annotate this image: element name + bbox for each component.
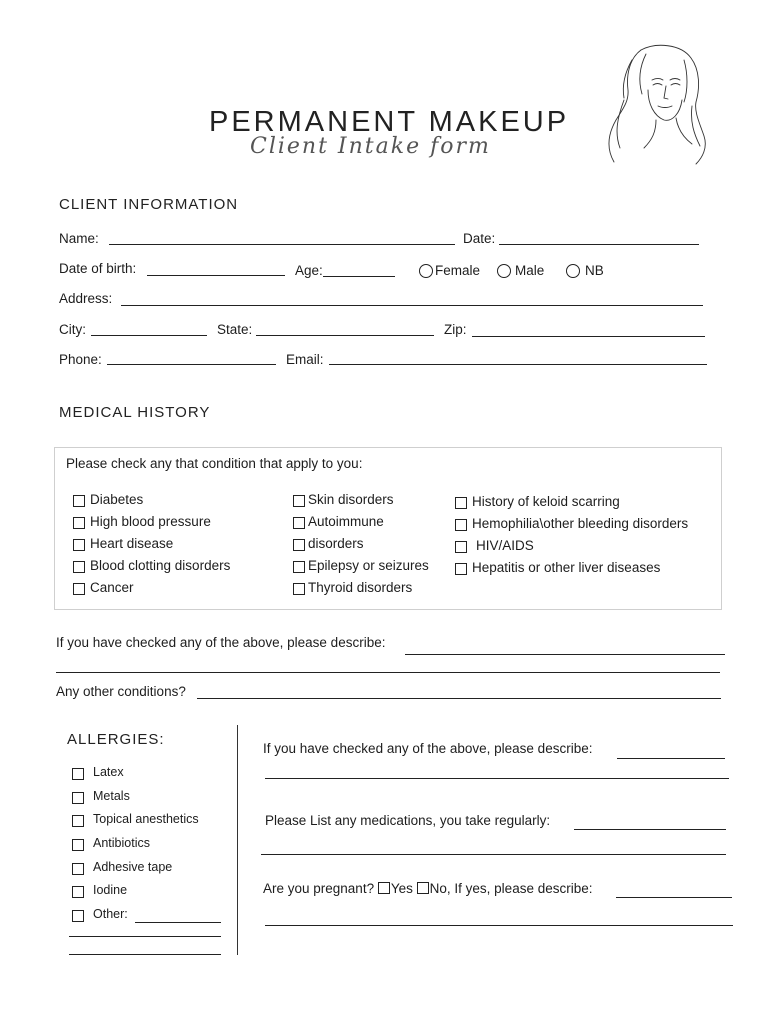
pregnant-yes-label: Yes xyxy=(390,881,413,896)
pregnant-no-label: No, If yes, please describe: xyxy=(429,881,593,896)
condition-label: Thyroid disorders xyxy=(308,580,413,595)
medications-field[interactable] xyxy=(574,829,726,830)
condition-label: disorders xyxy=(308,536,364,551)
condition-label: Hemophilia\other bleeding disorders xyxy=(472,516,689,531)
conditions-describe-field[interactable] xyxy=(405,654,725,655)
allergy-checkbox[interactable] xyxy=(72,792,84,804)
state-label: State: xyxy=(217,322,253,337)
medications-label: Please List any medications, you take regularly: xyxy=(265,813,551,828)
allergy-label: Iodine xyxy=(93,883,128,897)
condition-checkbox[interactable] xyxy=(73,517,85,529)
email-label: Email: xyxy=(286,352,324,367)
section-divider xyxy=(237,725,238,955)
condition-label: High blood pressure xyxy=(90,514,211,529)
city-label: City: xyxy=(59,322,86,337)
condition-label: Epilepsy or seizures xyxy=(308,558,429,573)
allergy-label: Metals xyxy=(93,789,130,803)
condition-checkbox[interactable] xyxy=(293,561,305,573)
allergy-label: Topical anesthetics xyxy=(93,812,199,826)
allergy-checkbox[interactable] xyxy=(72,863,84,875)
allergy-checkbox[interactable] xyxy=(72,839,84,851)
allergy-other-field-3[interactable] xyxy=(69,954,221,955)
gender-female-label: Female xyxy=(435,263,481,278)
name-field[interactable] xyxy=(109,244,455,245)
condition-label: History of keloid scarring xyxy=(472,494,620,509)
gender-male-label: Male xyxy=(515,263,545,278)
condition-checkbox[interactable] xyxy=(455,519,467,531)
phone-label: Phone: xyxy=(59,352,102,367)
condition-checkbox[interactable] xyxy=(293,583,305,595)
allergy-label: Adhesive tape xyxy=(93,860,173,874)
gender-female-radio[interactable] xyxy=(419,264,433,278)
city-field[interactable] xyxy=(91,335,207,336)
state-field[interactable] xyxy=(256,335,434,336)
page-subtitle: Client Intake form xyxy=(250,134,491,159)
allergy-other-field[interactable] xyxy=(135,922,221,923)
allergy-checkbox[interactable] xyxy=(72,768,84,780)
dob-field[interactable] xyxy=(147,275,285,276)
other-conditions-label: Any other conditions? xyxy=(56,684,186,699)
condition-checkbox[interactable] xyxy=(73,539,85,551)
condition-label: Blood clotting disorders xyxy=(90,558,231,573)
condition-checkbox[interactable] xyxy=(73,583,85,595)
date-label: Date: xyxy=(463,231,496,246)
allergy-label: Antibiotics xyxy=(93,836,150,850)
pregnancy-describe-field[interactable] xyxy=(616,897,732,898)
medications-field-2[interactable] xyxy=(261,854,726,855)
allergy-other-field-2[interactable] xyxy=(69,936,221,937)
condition-label: Skin disorders xyxy=(308,492,394,507)
condition-checkbox[interactable] xyxy=(293,517,305,529)
condition-label: HIV/AIDS xyxy=(476,538,534,553)
address-label: Address: xyxy=(59,291,113,306)
allergy-checkbox[interactable] xyxy=(72,910,84,922)
zip-label: Zip: xyxy=(444,322,467,337)
other-conditions-field[interactable] xyxy=(197,698,721,699)
pregnant-no-checkbox[interactable] xyxy=(417,882,429,894)
pregnancy-describe-field-2[interactable] xyxy=(265,925,733,926)
condition-checkbox[interactable] xyxy=(73,561,85,573)
page-title: PERMANENT MAKEUP xyxy=(209,106,570,138)
allergy-checkbox[interactable] xyxy=(72,886,84,898)
gender-male-radio[interactable] xyxy=(497,264,511,278)
allergy-checkbox[interactable] xyxy=(72,815,84,827)
condition-checkbox[interactable] xyxy=(73,495,85,507)
condition-label: Hepatitis or other liver diseases xyxy=(472,560,661,575)
conditions-describe-label: If you have checked any of the above, please describe: xyxy=(56,635,386,650)
age-label: Age: xyxy=(295,263,323,278)
condition-label: Heart disease xyxy=(90,536,174,551)
allergies-describe-field-2[interactable] xyxy=(265,778,729,779)
condition-label: Cancer xyxy=(90,580,134,595)
condition-checkbox[interactable] xyxy=(293,495,305,507)
phone-field[interactable] xyxy=(107,364,276,365)
allergies-describe-label: If you have checked any of the above, please describe: xyxy=(263,741,593,756)
client-info-heading: CLIENT INFORMATION xyxy=(59,196,239,213)
condition-label: Diabetes xyxy=(90,492,144,507)
address-field[interactable] xyxy=(121,305,703,306)
date-field[interactable] xyxy=(499,244,699,245)
email-field[interactable] xyxy=(329,364,707,365)
condition-checkbox[interactable] xyxy=(455,563,467,575)
allergies-heading: ALLERGIES: xyxy=(67,731,165,748)
name-label: Name: xyxy=(59,231,99,246)
condition-checkbox[interactable] xyxy=(455,541,467,553)
allergy-label: Other: xyxy=(93,907,128,921)
pregnancy-question-label: Are you pregnant? xyxy=(263,881,375,896)
zip-field[interactable] xyxy=(472,336,705,337)
gender-nb-radio[interactable] xyxy=(566,264,580,278)
conditions-describe-field-2[interactable] xyxy=(56,672,720,673)
medical-history-heading: MEDICAL HISTORY xyxy=(59,404,211,421)
conditions-prompt: Please check any that condition that apply to you: xyxy=(66,456,363,471)
pregnant-yes-checkbox[interactable] xyxy=(378,882,390,894)
condition-checkbox[interactable] xyxy=(455,497,467,509)
allergy-label: Latex xyxy=(93,765,124,779)
dob-label: Date of birth: xyxy=(59,261,137,276)
woman-portrait-illustration xyxy=(596,40,716,170)
condition-label: Autoimmune xyxy=(308,514,384,529)
pregnancy-question xyxy=(263,881,593,896)
condition-checkbox[interactable] xyxy=(293,539,305,551)
age-field[interactable] xyxy=(323,276,395,277)
gender-nb-label: NB xyxy=(585,263,604,278)
allergies-describe-field[interactable] xyxy=(617,758,725,759)
